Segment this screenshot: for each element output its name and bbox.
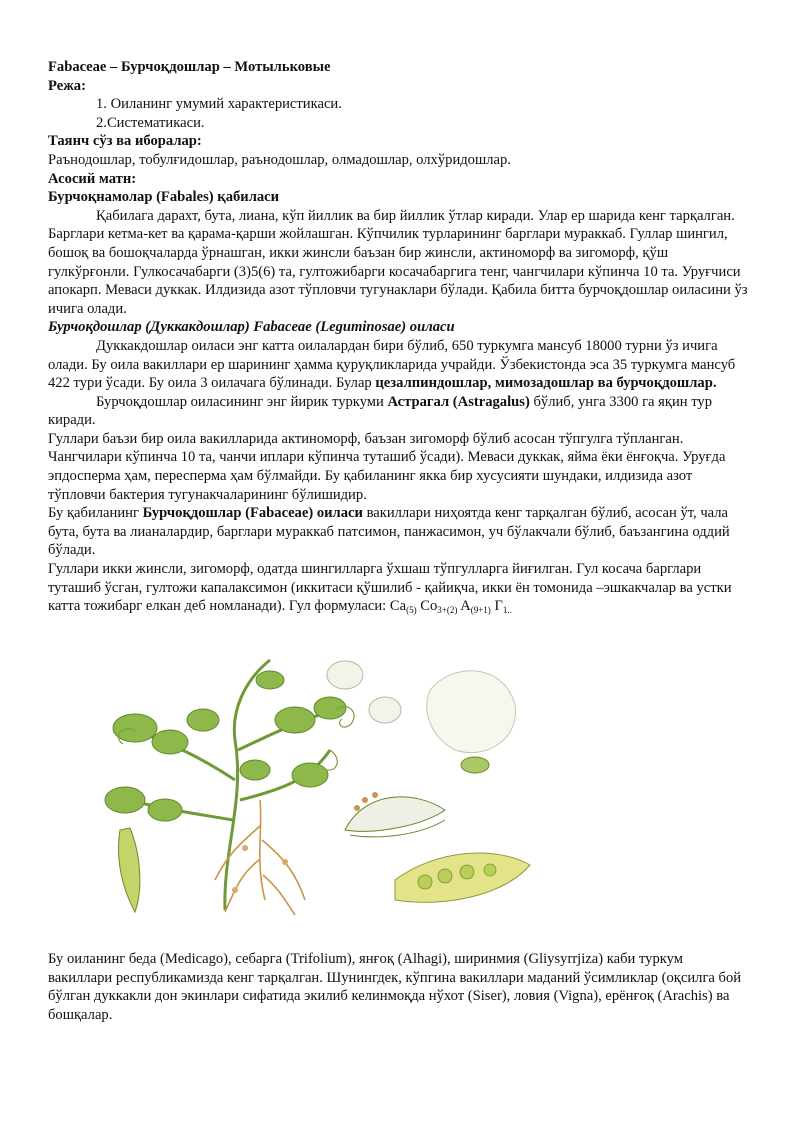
order-heading: Бурчоқнамолар (Fabales) қабиласи bbox=[48, 189, 280, 206]
subfamilies-bold: цезалпиндошлар, мимозадошлар ва бурчоқдошлар. bbox=[375, 375, 717, 392]
keywords-label: Таянч сўз ва иборалар: bbox=[48, 133, 202, 150]
main-text-label: Асосий матн: bbox=[48, 170, 137, 187]
formula-co: Co bbox=[420, 598, 438, 615]
plan-item-2: 2.Систематикаси. bbox=[96, 114, 205, 131]
flower-dissection bbox=[345, 797, 445, 837]
family-paragraph-text: Дуккакдошлар оиласи энг катта оилалардан бири бўлиб, 650 туркумга мансуб 18000 турни ўз ичига олади. Бу оила вакиллари ер шарининг ҳамма қуруқликларида учрайди. Ўзбекистонда эса 35 туркумга мансуб 422 тури ўсади. Бу оила 3 оилачага бўлинади. Булар bbox=[48, 337, 736, 392]
formula-g: Г bbox=[494, 598, 503, 615]
formula-paragraph bbox=[48, 560, 748, 620]
order-paragraph: Қабилага дарахт, бута, лиана, кўп йиллик ва бир йиллик ўтлар киради. Улар ер шарида кенг тарқалган. Барглари кетма-кет ва қарама-қарши жойлашган. Кўпчилик турларининг барглари мураккаб. Гуллар шингил, бошоқ ва бошоқчаларда ўрнашган, икки жинсли баъзан бир жинсли, актиноморф ва зигоморф, қўш гулкўрғонли. Гулкосачабарги (3)5(6) та, гултожибарги косачабаргига тенг, чангчилари кўпинча 10 та. Уруғчиси апокарп. Меваси дуккак. Илдизида азот тўпловчи тугунаклари бўлади. Қабила битта бурчоқдошлар оиласини ўз ичига олади. bbox=[48, 207, 748, 317]
pea-plant-drawing bbox=[95, 650, 535, 920]
subfamily-pre: Бу қабиланинг bbox=[48, 505, 143, 522]
document-body bbox=[48, 58, 748, 620]
bottom-paragraph: Бу оиланинг беда (Medicago), себарга (Trifolium), янғоқ (Alhagi), ширинмия (Gliysyrrjiza) каби туркум вакиллари республикамизда кенг тарқалган. Шунингдек, кўпгина вакиллари маданий ўсимликлар (оқсилга бой бўлган дуккакли дон экинлари сифатида экилиб келинмоқда нўхот (Siser), ловия (Vigna), ерёнғоқ (Arachis) ва бошқалар. bbox=[48, 951, 742, 1023]
formula-text: Гуллари икки жинсли, зигоморф, одатда шингилларга ўхшаш тўпгулларга йиғилган. Гул косача барглари туташиб ўсган, гултожи капалаксимон (иккитаси қўшилиб - қайиқча, икки ён томонида –эшкакчалар ва устки катта тожибарг елкан деб номланади). Гул формуласи: bbox=[48, 561, 732, 615]
roots bbox=[215, 800, 305, 915]
family-paragraph bbox=[48, 337, 748, 393]
astragal-paragraph bbox=[48, 393, 748, 430]
formula-co-sub: 3+(2) bbox=[437, 605, 458, 616]
formula-a: A bbox=[460, 598, 471, 615]
formula-ca-sub: (5) bbox=[406, 605, 417, 616]
flowers-paragraph: Гуллари баъзи бир оила вакилларида актиноморф, баъзан зигоморф бўлиб асосан тўпгулга тўпланган. Чангчилари кўпинча 10 та, чанчи иплари кўпинча туташиб ўсади). Меваси дуккак, яйма ёки ёнғоқча. Уруғда эпдосперма ҳам, пересперма ҳам бўлмайди. Бу қабиланинг якка бир хусусияти шундаки, илдизида азот тўпловчи бактерия тугунакчаларининг бўлишидир. bbox=[48, 430, 726, 503]
family-heading: Бурчоқдошлар (Дуккакдошлар) Fabaceae (Leguminosae) оиласи bbox=[48, 319, 455, 336]
large-flower bbox=[427, 671, 516, 773]
astragal-bold: Астрагал (Astragalus) bbox=[387, 393, 530, 410]
formula-ca: Ca bbox=[389, 598, 407, 615]
astragal-pre: Бурчоқдошлар оиласининг энг йирик туркуми bbox=[96, 393, 388, 410]
page-title: Fabaceae – Бурчоқдошлар – Мотыльковые bbox=[48, 59, 331, 75]
subfamily-bold: Бурчоқдошлар (Fabaceae) оиласи bbox=[142, 505, 363, 522]
bottom-paragraph-block bbox=[48, 950, 748, 1024]
astragal-post: бўлиб, унга 3300 га яқин тур киради. bbox=[48, 393, 713, 429]
formula-g-sub: 1.. bbox=[502, 605, 512, 616]
plan-item-1: 1. Оиланинг умумий характеристикаси. bbox=[96, 96, 342, 113]
keywords-text: Раънодошлар, тобулғидошлар, раънодошлар, олмадошлар, олхўридошлар. bbox=[48, 151, 511, 168]
formula-a-sub: (9+1) bbox=[470, 605, 491, 616]
plan-label: Режа: bbox=[48, 77, 86, 94]
subfamily-post: вакиллари ниҳоятда кенг тарқалган бўлиб, асосан ўт, чала бута, бута ва лианалардир, барглари мураккаб патсимон, панжасимон, уч бўлакчали бўлиб, баъзангина оддий бўлади. bbox=[48, 505, 730, 559]
pea-pod-left bbox=[118, 828, 139, 912]
pea-plant-illustration bbox=[95, 650, 535, 920]
plant-leaves bbox=[105, 671, 346, 821]
subfamily-paragraph bbox=[48, 504, 748, 560]
